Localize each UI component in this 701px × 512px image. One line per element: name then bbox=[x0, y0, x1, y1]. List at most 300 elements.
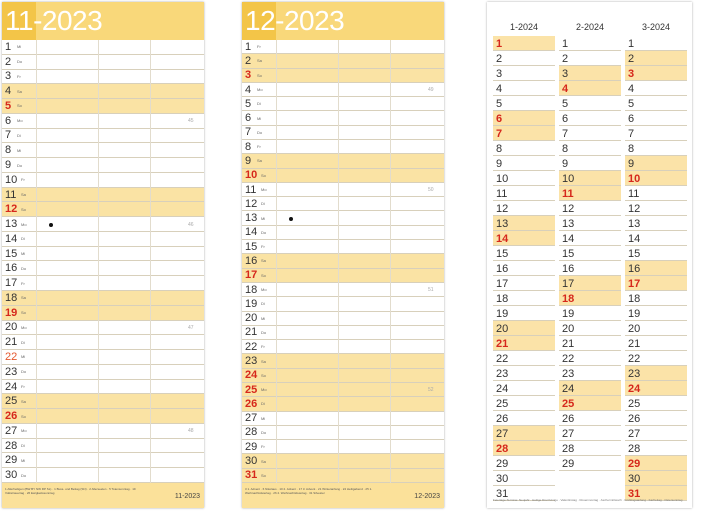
day-row bbox=[2, 291, 204, 306]
quarter-day-row bbox=[559, 231, 621, 246]
footer-notes: 1 Allerheiligen (BW BY NW RP SL) · 1 Buss- und Bettag (SN) · 2 Allerseelen · 5 Totensonntag · 19 Volkstrauertag · 26 Ewigkeitssonntag bbox=[5, 487, 136, 495]
day-row bbox=[242, 340, 444, 354]
day-abbr: Mi bbox=[21, 354, 26, 360]
quarter-day-number: 30 bbox=[496, 473, 509, 485]
day-abbr: Sa bbox=[261, 258, 266, 264]
quarter-day-row bbox=[493, 261, 555, 276]
quarter-day-number: 9 bbox=[628, 158, 635, 170]
day-row bbox=[242, 97, 444, 111]
day-number: 29 bbox=[5, 454, 18, 467]
quarter-day-number: 6 bbox=[496, 113, 503, 125]
month-footer bbox=[2, 483, 204, 508]
day-abbr: Di bbox=[257, 101, 261, 107]
quarter-day-row bbox=[559, 306, 621, 321]
quarter-day-row bbox=[625, 351, 687, 366]
quarter-day-row bbox=[559, 66, 621, 81]
quarter-day-row bbox=[625, 336, 687, 351]
quarter-day-row bbox=[559, 186, 621, 201]
quarter-day-number: 4 bbox=[496, 83, 503, 95]
day-row bbox=[242, 269, 444, 283]
day-abbr: So bbox=[21, 413, 26, 419]
quarter-day-number: 24 bbox=[562, 383, 575, 395]
quarter-day-row bbox=[625, 111, 687, 126]
day-number: 5 bbox=[245, 97, 252, 110]
day-row bbox=[242, 154, 444, 168]
day-row bbox=[242, 469, 444, 483]
day-abbr: Do bbox=[21, 369, 27, 375]
quarter-day-number: 3 bbox=[628, 68, 635, 80]
day-row bbox=[2, 439, 204, 454]
quarter-day-row bbox=[625, 306, 687, 321]
quarter-day-row bbox=[493, 276, 555, 291]
day-abbr: Di bbox=[261, 201, 265, 207]
month-heading: 3-2024 bbox=[641, 22, 671, 32]
day-row bbox=[2, 365, 204, 380]
quarter-day-row bbox=[493, 246, 555, 261]
quarter-day-row bbox=[493, 381, 555, 396]
day-row bbox=[2, 380, 204, 395]
quarter-day-row bbox=[493, 111, 555, 126]
day-row bbox=[242, 454, 444, 468]
day-row bbox=[242, 126, 444, 140]
day-abbr: Do bbox=[21, 265, 27, 271]
day-abbr: Do bbox=[257, 129, 263, 135]
day-abbr: Do bbox=[21, 472, 27, 478]
quarter-day-row bbox=[493, 51, 555, 66]
day-row bbox=[2, 350, 204, 365]
day-abbr: So bbox=[261, 372, 266, 378]
week-number: 50 bbox=[428, 187, 434, 194]
quarter-day-row bbox=[625, 96, 687, 111]
quarter-day-number: 1 bbox=[628, 38, 635, 50]
month-footer bbox=[242, 483, 444, 508]
day-number: 18 bbox=[5, 291, 18, 304]
day-abbr: Sa bbox=[257, 158, 262, 164]
quarter-day-number: 28 bbox=[562, 443, 575, 455]
quarter-day-number: 20 bbox=[628, 323, 641, 335]
week-number: 47 bbox=[188, 324, 194, 331]
quarter-day-number: 8 bbox=[496, 143, 503, 155]
day-abbr: Mi bbox=[21, 457, 26, 463]
day-number: 28 bbox=[5, 439, 18, 452]
day-number: 10 bbox=[245, 169, 258, 182]
quarter-day-number: 27 bbox=[628, 428, 641, 440]
quarter-day-number: 19 bbox=[562, 308, 575, 320]
quarter-day-number: 4 bbox=[562, 83, 569, 95]
day-row bbox=[242, 183, 444, 197]
day-abbr: Sa bbox=[21, 192, 26, 198]
quarter-day-number: 10 bbox=[562, 173, 575, 185]
day-number: 2 bbox=[245, 54, 252, 67]
day-row bbox=[242, 397, 444, 411]
day-abbr: Fr bbox=[21, 384, 25, 389]
quarter-day-row bbox=[493, 231, 555, 246]
day-abbr: Do bbox=[17, 162, 23, 168]
day-abbr: Mo bbox=[21, 324, 27, 330]
quarter-day-number: 21 bbox=[496, 338, 509, 350]
day-row bbox=[2, 143, 204, 158]
quarter-day-number: 23 bbox=[628, 368, 641, 380]
day-number: 17 bbox=[5, 277, 18, 290]
quarter-day-row bbox=[559, 51, 621, 66]
day-number: 11 bbox=[245, 183, 257, 196]
day-row bbox=[242, 412, 444, 426]
day-abbr: Mi bbox=[261, 415, 266, 421]
quarter-day-row bbox=[493, 81, 555, 96]
day-abbr: Mi bbox=[21, 251, 26, 257]
day-row bbox=[2, 70, 204, 85]
day-number: 10 bbox=[5, 173, 18, 186]
day-abbr: Di bbox=[261, 301, 265, 307]
day-abbr: Sa bbox=[21, 295, 26, 301]
quarter-day-row bbox=[625, 456, 687, 471]
day-abbr: Fr bbox=[21, 177, 25, 183]
week-number: 48 bbox=[188, 428, 194, 435]
quarter-day-number: 19 bbox=[628, 308, 641, 320]
quarter-day-row bbox=[493, 336, 555, 351]
quarter-day-number: 12 bbox=[628, 203, 641, 215]
day-number: 25 bbox=[245, 383, 258, 396]
day-row bbox=[242, 440, 444, 454]
day-number: 19 bbox=[5, 306, 18, 319]
quarter-day-number: 12 bbox=[496, 203, 509, 215]
quarter-day-number: 28 bbox=[496, 443, 509, 455]
day-row bbox=[242, 211, 444, 225]
quarter-day-number: 31 bbox=[628, 488, 641, 500]
quarter-day-row bbox=[493, 156, 555, 171]
quarter-day-number: 5 bbox=[562, 98, 569, 110]
quarter-day-row bbox=[559, 171, 621, 186]
quarter-day-row bbox=[559, 381, 621, 396]
column-divider bbox=[390, 40, 391, 483]
quarter-day-number: 7 bbox=[628, 128, 635, 140]
quarter-day-row bbox=[559, 36, 621, 51]
day-number: 27 bbox=[5, 424, 18, 437]
day-number: 4 bbox=[5, 85, 12, 98]
day-abbr: Mo bbox=[21, 428, 27, 434]
quarter-day-number: 26 bbox=[562, 413, 575, 425]
quarter-day-number: 19 bbox=[496, 308, 509, 320]
quarter-day-row bbox=[559, 351, 621, 366]
day-row bbox=[242, 226, 444, 240]
event-dot bbox=[289, 217, 293, 221]
column-divider bbox=[276, 40, 277, 483]
quarter-day-number: 12 bbox=[562, 203, 575, 215]
day-abbr: Sa bbox=[21, 398, 26, 404]
day-row bbox=[2, 276, 204, 291]
day-number: 31 bbox=[245, 469, 258, 482]
quarter-day-row bbox=[559, 246, 621, 261]
quarter-day-row bbox=[625, 126, 687, 141]
day-row bbox=[242, 240, 444, 254]
day-number: 6 bbox=[245, 112, 252, 125]
day-number: 26 bbox=[5, 410, 18, 423]
day-row bbox=[242, 297, 444, 311]
quarter-day-row bbox=[625, 261, 687, 276]
quarter-day-row bbox=[625, 81, 687, 96]
quarter-day-number: 26 bbox=[628, 413, 641, 425]
quarter-day-number: 29 bbox=[496, 458, 509, 470]
day-row bbox=[242, 40, 444, 54]
quarter-day-number: 6 bbox=[562, 113, 569, 125]
month-header bbox=[2, 2, 204, 40]
quarter-day-number: 24 bbox=[496, 383, 509, 395]
quarter-day-row bbox=[559, 321, 621, 336]
quarter-day-number: 20 bbox=[562, 323, 575, 335]
day-number: 7 bbox=[245, 126, 252, 139]
quarter-day-number: 3 bbox=[562, 68, 569, 80]
quarter-day-row bbox=[493, 456, 555, 471]
quarter-day-number: 15 bbox=[628, 248, 641, 260]
quarter-day-row bbox=[625, 381, 687, 396]
quarter-day-row bbox=[625, 51, 687, 66]
quarter-day-number: 16 bbox=[496, 263, 509, 275]
day-number: 8 bbox=[245, 140, 252, 153]
quarter-day-row bbox=[493, 216, 555, 231]
quarter-day-row bbox=[625, 216, 687, 231]
day-abbr: Do bbox=[261, 329, 267, 335]
day-number: 8 bbox=[5, 144, 12, 157]
quarter-day-number: 23 bbox=[496, 368, 509, 380]
quarter-day-number: 22 bbox=[562, 353, 575, 365]
day-row bbox=[242, 354, 444, 368]
day-number: 1 bbox=[245, 40, 252, 53]
day-abbr: Mo bbox=[261, 387, 267, 393]
quarter-day-row bbox=[625, 246, 687, 261]
day-abbr: Do bbox=[261, 429, 267, 435]
day-row bbox=[242, 369, 444, 383]
quarter-day-number: 25 bbox=[628, 398, 641, 410]
quarter-day-row bbox=[493, 186, 555, 201]
quarter-day-number: 9 bbox=[562, 158, 569, 170]
column-divider bbox=[36, 40, 37, 483]
day-row bbox=[2, 247, 204, 262]
quarter-day-number: 11 bbox=[562, 188, 574, 200]
quarter-day-row bbox=[559, 261, 621, 276]
day-row bbox=[242, 197, 444, 211]
day-row bbox=[242, 283, 444, 297]
day-number: 18 bbox=[245, 283, 258, 296]
day-abbr: Mo bbox=[257, 87, 263, 92]
quarter-day-number: 22 bbox=[628, 353, 641, 365]
quarter-day-number: 27 bbox=[496, 428, 509, 440]
calendar-page-december bbox=[242, 2, 444, 508]
quarter-day-row bbox=[625, 396, 687, 411]
day-abbr: Mo bbox=[17, 118, 23, 124]
day-number: 4 bbox=[245, 83, 252, 96]
day-abbr: Sa bbox=[17, 88, 22, 94]
day-abbr: Mi bbox=[261, 215, 266, 221]
day-number: 17 bbox=[245, 269, 258, 282]
quarter-day-number: 22 bbox=[496, 353, 509, 365]
day-number: 22 bbox=[245, 340, 258, 353]
day-number: 12 bbox=[245, 197, 258, 210]
quarter-day-number: 21 bbox=[628, 338, 641, 350]
quarter-day-number: 13 bbox=[628, 218, 641, 230]
quarter-day-number: 17 bbox=[496, 278, 509, 290]
quarter-day-row bbox=[625, 201, 687, 216]
day-row bbox=[2, 40, 204, 55]
quarter-day-number: 3 bbox=[496, 68, 503, 80]
day-number: 14 bbox=[245, 226, 258, 239]
month-header bbox=[242, 2, 444, 40]
day-number: 9 bbox=[245, 154, 252, 167]
quarter-day-number: 15 bbox=[562, 248, 575, 260]
quarter-day-number: 14 bbox=[496, 233, 509, 245]
day-number: 24 bbox=[5, 380, 18, 393]
quarter-day-number: 28 bbox=[628, 443, 641, 455]
day-number: 1 bbox=[5, 40, 12, 53]
day-number: 20 bbox=[5, 321, 18, 334]
quarter-day-number: 16 bbox=[562, 263, 575, 275]
day-number: 2 bbox=[5, 55, 12, 68]
day-row bbox=[242, 111, 444, 125]
quarter-day-number: 2 bbox=[628, 53, 635, 65]
day-abbr: So bbox=[21, 206, 26, 212]
day-abbr: Fr bbox=[21, 280, 25, 286]
quarter-day-row bbox=[559, 111, 621, 126]
quarter-day-number: 20 bbox=[496, 323, 509, 335]
quarter-day-row bbox=[493, 141, 555, 156]
quarter-day-number: 10 bbox=[496, 173, 509, 185]
day-row bbox=[2, 394, 204, 409]
day-abbr: Mo bbox=[261, 287, 267, 293]
quarter-day-number: 8 bbox=[628, 143, 635, 155]
quarter-day-number: 2 bbox=[562, 53, 569, 65]
quarter-day-number: 21 bbox=[562, 338, 575, 350]
quarter-day-number: 5 bbox=[496, 98, 503, 110]
quarter-day-number: 8 bbox=[562, 143, 569, 155]
quarter-day-row bbox=[559, 366, 621, 381]
day-abbr: Fr bbox=[257, 144, 261, 150]
quarter-day-number: 18 bbox=[562, 293, 575, 305]
day-abbr: So bbox=[17, 103, 22, 109]
day-abbr: Di bbox=[21, 443, 25, 449]
day-row bbox=[242, 312, 444, 326]
quarter-day-number: 14 bbox=[628, 233, 641, 245]
quarter-day-row bbox=[559, 426, 621, 441]
quarter-day-row bbox=[559, 396, 621, 411]
day-number: 25 bbox=[5, 395, 18, 408]
quarter-day-row bbox=[625, 441, 687, 456]
day-abbr: Fr bbox=[17, 73, 21, 79]
quarter-day-row bbox=[625, 141, 687, 156]
quarter-day-row bbox=[559, 291, 621, 306]
day-abbr: Fr bbox=[261, 344, 265, 350]
quarter-day-number: 23 bbox=[562, 368, 575, 380]
quarter-day-number: 11 bbox=[628, 188, 640, 200]
quarter-day-number: 30 bbox=[628, 473, 641, 485]
quarter-day-row bbox=[493, 291, 555, 306]
day-row bbox=[2, 468, 204, 483]
quarter-day-row bbox=[559, 156, 621, 171]
day-abbr: Fr bbox=[257, 44, 261, 50]
day-abbr: So bbox=[257, 72, 262, 78]
quarter-day-row bbox=[493, 351, 555, 366]
quarter-day-row bbox=[559, 276, 621, 291]
day-row bbox=[2, 453, 204, 468]
day-row bbox=[242, 426, 444, 440]
quarter-day-number: 18 bbox=[628, 293, 641, 305]
day-row bbox=[242, 326, 444, 340]
day-row bbox=[242, 69, 444, 83]
week-number: 49 bbox=[428, 87, 434, 94]
quarter-day-number: 14 bbox=[562, 233, 575, 245]
quarter-day-number: 31 bbox=[496, 488, 509, 500]
quarter-day-row bbox=[493, 471, 555, 486]
day-row bbox=[2, 55, 204, 70]
day-abbr: Sa bbox=[261, 358, 266, 364]
day-number: 30 bbox=[245, 455, 258, 468]
quarter-day-number: 26 bbox=[496, 413, 509, 425]
quarter-day-row bbox=[559, 126, 621, 141]
day-number: 7 bbox=[5, 129, 12, 142]
day-abbr: Fr bbox=[261, 444, 265, 450]
day-row bbox=[2, 129, 204, 144]
quarter-day-number: 25 bbox=[496, 398, 509, 410]
day-number: 22 bbox=[5, 350, 18, 363]
quarter-day-row bbox=[625, 276, 687, 291]
day-number: 6 bbox=[5, 114, 12, 127]
day-row bbox=[2, 84, 204, 99]
calendar-page-quarter bbox=[487, 2, 692, 508]
day-number: 27 bbox=[245, 412, 258, 425]
quarter-day-row bbox=[493, 306, 555, 321]
quarter-day-number: 13 bbox=[496, 218, 509, 230]
day-number: 23 bbox=[245, 355, 258, 368]
quarter-day-number: 15 bbox=[496, 248, 509, 260]
quarter-day-row bbox=[625, 156, 687, 171]
day-number: 20 bbox=[245, 312, 258, 325]
quarter-day-row bbox=[493, 66, 555, 81]
day-row bbox=[2, 409, 204, 424]
column-divider bbox=[150, 40, 151, 483]
quarter-day-number: 17 bbox=[562, 278, 575, 290]
day-abbr: Mo bbox=[261, 187, 267, 193]
day-row bbox=[2, 99, 204, 114]
column-divider bbox=[338, 40, 339, 483]
day-abbr: Di bbox=[261, 401, 265, 407]
quarter-day-row bbox=[493, 366, 555, 381]
quarter-day-number: 29 bbox=[562, 458, 575, 470]
day-row bbox=[2, 262, 204, 277]
column-divider bbox=[98, 40, 99, 483]
day-number: 12 bbox=[5, 203, 18, 216]
day-number: 11 bbox=[5, 188, 17, 201]
day-abbr: Di bbox=[21, 236, 25, 242]
quarter-day-number: 6 bbox=[628, 113, 635, 125]
month-title: 11-2023 bbox=[5, 5, 103, 36]
day-abbr: So bbox=[261, 272, 266, 278]
quarter-day-row bbox=[493, 411, 555, 426]
quarter-day-number: 1 bbox=[562, 38, 569, 50]
quarter-day-number: 18 bbox=[496, 293, 509, 305]
quarter-day-row bbox=[493, 441, 555, 456]
day-number: 15 bbox=[5, 247, 18, 260]
quarter-day-row bbox=[625, 471, 687, 486]
day-abbr: Sa bbox=[257, 58, 262, 64]
quarter-day-number: 5 bbox=[628, 98, 635, 110]
day-number: 3 bbox=[5, 70, 12, 83]
footer-month: 12-2023 bbox=[414, 493, 440, 500]
footer-month: 11-2023 bbox=[174, 493, 200, 500]
quarter-day-row bbox=[559, 96, 621, 111]
day-abbr: Mo bbox=[21, 221, 27, 227]
day-row bbox=[2, 114, 204, 129]
quarter-day-number: 1 bbox=[496, 38, 503, 50]
day-row bbox=[2, 202, 204, 217]
quarter-day-number: 27 bbox=[562, 428, 575, 440]
